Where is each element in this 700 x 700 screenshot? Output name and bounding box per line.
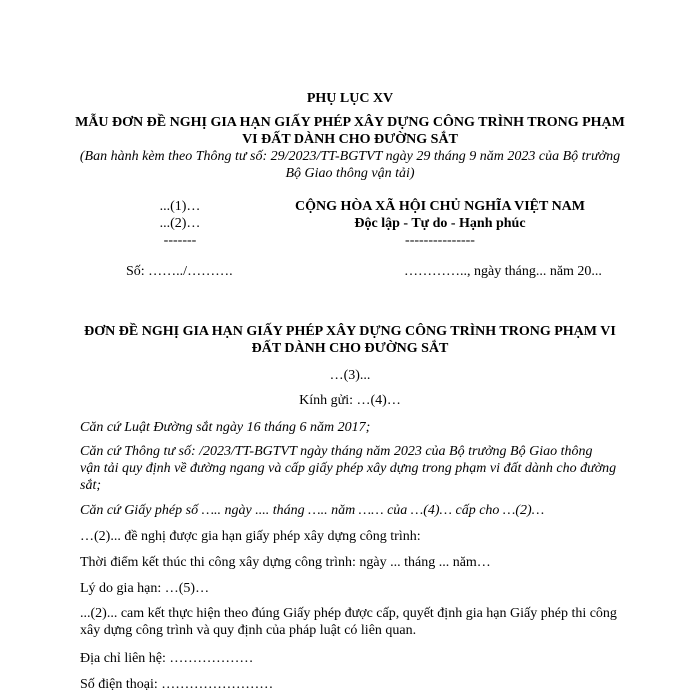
form-title-line2: ĐẤT DÀNH CHO ĐƯỜNG SẮT [251,341,449,356]
basis-permit: Căn cứ Giấy phép số ….. ngày .... tháng ….. năm …… của …(4)… cấp cho …(2)… [80,503,545,518]
request-line: …(2)... đề nghị được gia hạn giấy phép xây dựng công trình: [80,529,421,544]
national-title: CỘNG HÒA XÃ HỘI CHỦ NGHĨA VIỆT NAM [294,199,585,214]
document-date: ………….., ngày tháng... năm 20... [404,264,602,279]
issuer-placeholder-1: ...(1)… [159,199,201,214]
appendix-title-line1: MẪU ĐƠN ĐỀ NGHỊ GIA HẠN GIẤY PHÉP XÂY DỰNG CÔNG TRÌNH TRONG PHẠM [75,115,625,130]
contact-address: Địa chỉ liên hệ: ……………… [80,651,254,666]
issuer-rule: ------- [163,233,197,248]
appendix-label: PHỤ LỤC XV [306,91,394,106]
national-motto: Độc lập - Tự do - Hạnh phúc [354,216,526,231]
issuer-placeholder-2: ...(2)… [159,216,201,231]
appendix-issued-line1: (Ban hành kèm theo Thông tư số: 29/2023/TT-BGTVT ngày 29 tháng 9 năm 2023 của Bộ trưởng [79,149,621,164]
basis-circular-line3: sắt; [80,478,101,493]
form-title-line1: ĐƠN ĐỀ NGHỊ GIA HẠN GIẤY PHÉP XÂY DỰNG CÔNG TRÌNH TRONG PHẠM VI [84,324,616,339]
reason-line: Lý do gia hạn: …(5)… [80,581,210,596]
contact-phone: Số điện thoại: …………………… [80,677,274,692]
commitment-line2: xây dựng công trình và quy định của pháp luật có liên quan. [80,623,417,638]
basis-law: Căn cứ Luật Đường sắt ngày 16 tháng 6 năm 2017; [80,420,371,435]
motto-rule: --------------- [405,233,475,248]
form-recipient: Kính gửi: …(4)… [299,393,401,408]
basis-circular-line1: Căn cứ Thông tư số: /2023/TT-BGTVT ngày tháng năm 2023 của Bộ trưởng Bộ Giao thông [80,444,593,459]
end-time-line: Thời điểm kết thúc thi công xây dựng công trình: ngày ... tháng ... năm… [80,555,491,570]
commitment-line1: ...(2)... cam kết thực hiện theo đúng Giấy phép được cấp, quyết định gia hạn Giấy phép thi công [80,606,617,621]
document-number: Số: ……../………. [126,264,233,279]
form-ref-3: …(3)... [329,368,371,383]
basis-circular-line2: vận tải quy định về đường ngang và cấp giấy phép xây dựng trong phạm vi đất dành cho đường [80,461,617,476]
appendix-title-line2: VI ĐẤT DÀNH CHO ĐƯỜNG SẮT [242,132,458,147]
appendix-issued-line2: Bộ Giao thông vận tải) [285,166,415,181]
